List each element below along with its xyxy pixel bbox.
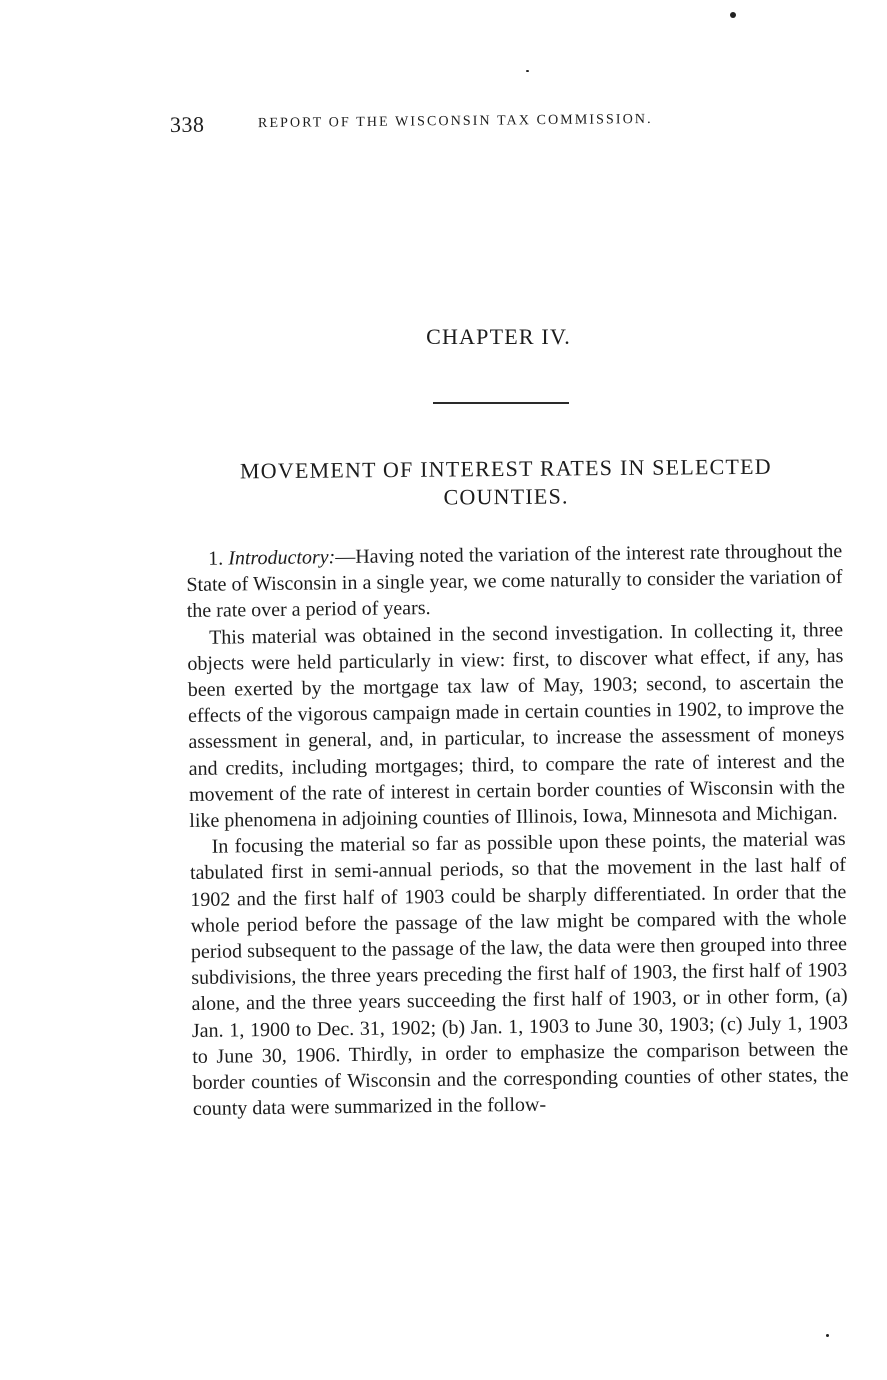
paragraph-label: Introductory: [228, 546, 336, 570]
ink-speck [730, 12, 736, 18]
paragraph-introductory [186, 538, 843, 625]
paragraph-method: In focusing the material so far as possible upon these points, the material was tabulated first in semi-annual periods, so that the movement in the last half of 1902 and the first half of 1903 could be sharply differentiated. In order that the whole period before the passage of the law might be compared with the whole period subsequent to the passage of the law, the data were then grouped into three subdivisions, the three years preceding the first half of 1903, the first half of 1903 alone, and the three years succeeding the first half of 1903, or in other form, (a) Jan. 1, 1900 to Dec. 31, 1902; (b) Jan. 1, 1903 to June 30, 1903; (c) July 1, 1903 to June 30, 1906. Thirdly, in order to emphasize the comparison between the border counties of Wisconsin and the corresponding counties of other states, the county data were summarized in the follow- [189, 828, 849, 1121]
paragraph-text: —Having noted the variation of the interest rate throughout the State of Wisconsin in a single year, we come naturally to consider the variation of the rate over a period of years. [186, 539, 843, 623]
chapter-heading: CHAPTER IV. [426, 324, 571, 349]
ink-speck [526, 70, 529, 72]
running-title: REPORT OF THE WISCONSIN TAX COMMISSION. [257, 111, 653, 132]
paragraph-number: 1. [208, 547, 224, 570]
section-title: MOVEMENT OF INTEREST RATES IN SELECTED COUNTIES. [239, 453, 772, 510]
ink-speck [826, 1334, 829, 1337]
page-number: 338 [169, 111, 205, 137]
body-text [186, 538, 849, 1122]
divider-rule [433, 402, 569, 404]
running-head [170, 106, 770, 142]
paragraph-objects: This material was obtained in the second investigation. In collecting it, three objects were held particularly in view: first, to discover what effect, if any, has been exerted by the mortgage tax law of May, 1903; second, to ascertain the effects of the vigorous campaign made in certain counties in 1902, to improve the assessment in general, and, in particular, to increase the assessment of moneys and credits, including mortgages; third, to compare the rate of interest and the movement of the rate of interest in certain border counties of Wisconsin with the like phenomena in adjoining counties of Illinois, Iowa, Minnesota and Michigan. [187, 618, 846, 833]
